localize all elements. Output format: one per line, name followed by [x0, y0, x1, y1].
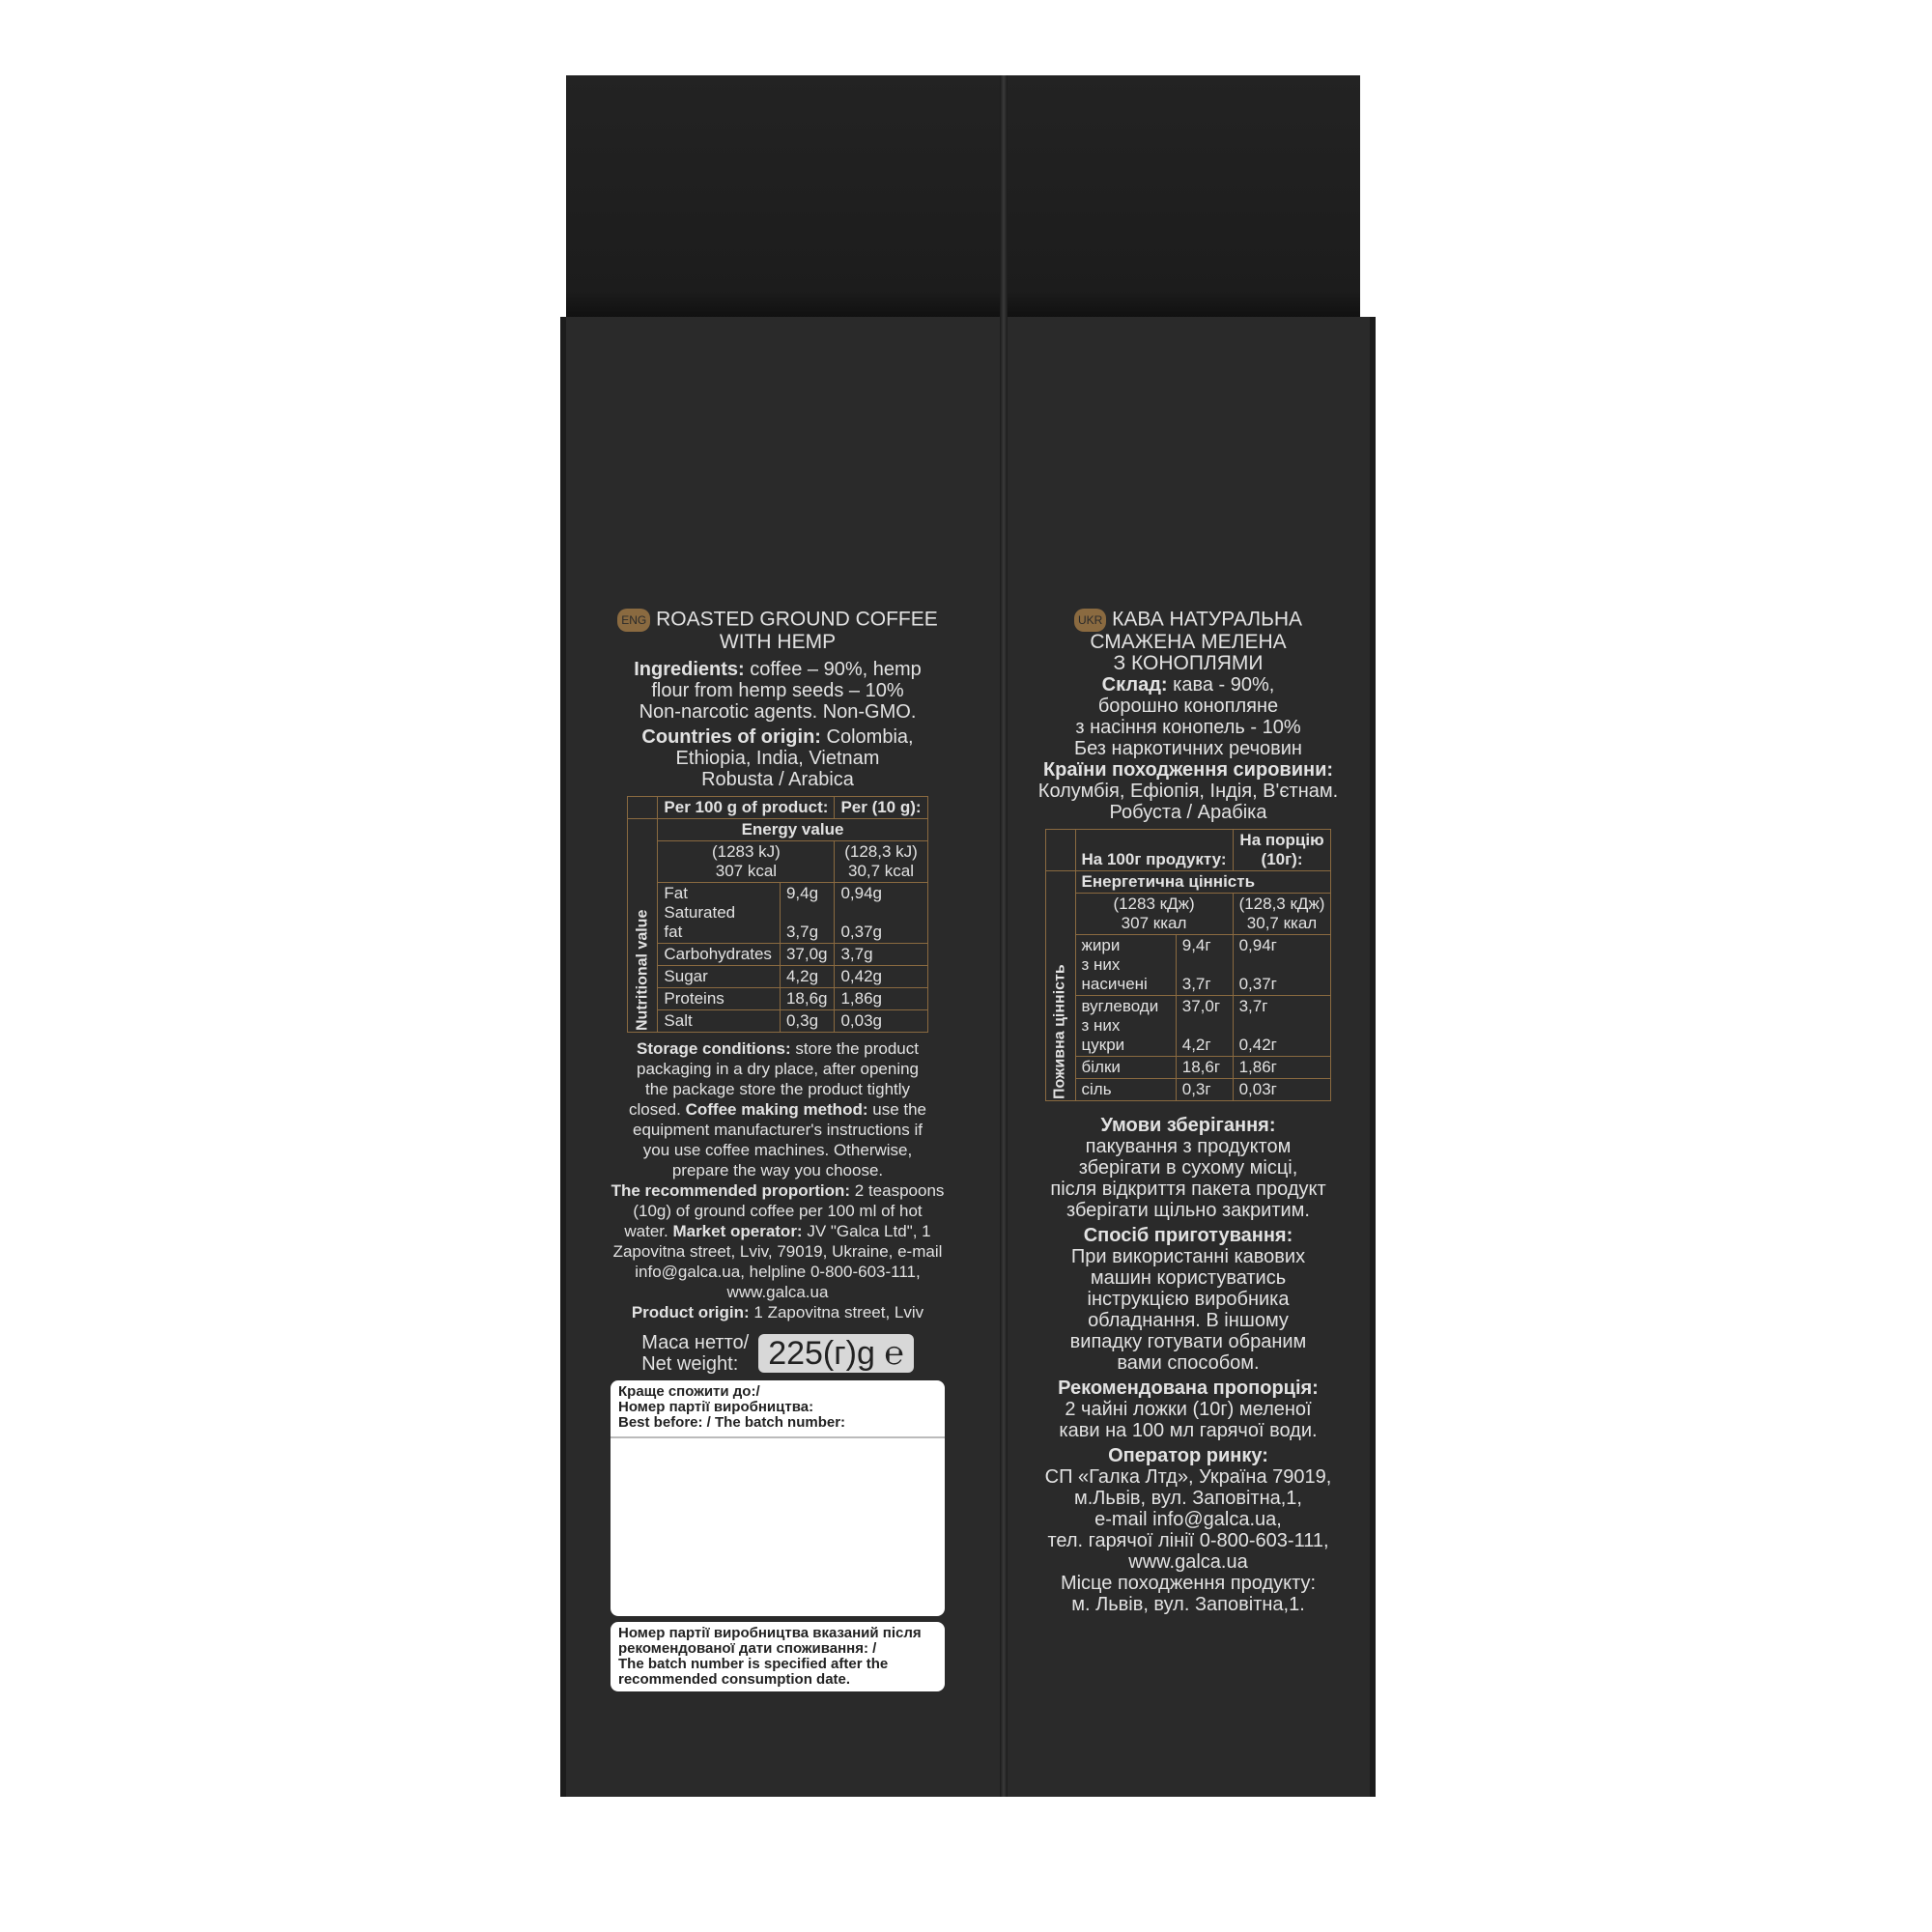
best-before-box: Краще спожити до:/ Номер партії виробництва: Best before: / The batch number:: [611, 1380, 945, 1616]
ukr-countries: Країни походження сировини: Колумбія, Ефіопія, Індія, В'єтнам. Робуста / Арабіка: [1037, 759, 1339, 823]
ukrainian-nutrition-table: На 100г продукту: На порцію (10г): Поживна цінність Енергетична цінність (1283 кДж) 307 ккал (128,3 кДж) 30,7 ккал жири з них насичені 9,4г 3,7г 0,94г 0,37г вуглеводи з них цукри 37,0г 4,2г 3,7г 0,42г білки 18,6г 1,86г сіль 0,3г 0,03г: [1045, 829, 1332, 1101]
batch-number-note: Номер партії виробництва вказаний після рекомендованої дати споживання: / The batch number is specified after the recommended consumption date.: [611, 1622, 945, 1691]
ukr-operator: Оператор ринку: СП «Галка Лтд», Україна 79019, м.Львів, вул. Заповітна,1, e-mail info@galca.ua, тел. гарячої лінії 0-800-603-111, www.galca.ua Місце походження продукту: м. Львів, вул. Заповітна,1.: [1044, 1445, 1332, 1615]
ingredients: Ingredients: coffee – 90%, hemp flour from hemp seeds – 10% Non-narcotic agents. Non-GMO.: [634, 659, 922, 723]
english-title: ENG ROASTED GROUND COFFEE WITH HEMP: [589, 609, 966, 653]
ukr-storage: Умови зберігання: пакування з продуктом зберігати в сухому місці, після відкриття пакета продукт зберігати щільно закритим.: [1050, 1115, 1326, 1221]
ukr-proportion: Рекомендована пропорція: 2 чайні ложки (10г) меленої кави на 100 мл гарячої води.: [1058, 1378, 1319, 1441]
composition: Склад: кава - 90%, борошно коноплянe з насіння конопель - 10% Без наркотичних речовин: [1074, 674, 1302, 759]
countries-of-origin: Countries of origin: Colombia, Ethiopia, India, Vietnam Robusta / Arabica: [641, 726, 914, 790]
english-nutrition-table: Per 100 g of product: Per (10 g): Nutritional value Energy value (1283 kJ) 307 kcal (128,3 kJ) 30,7 kcal Fat Saturated fat 9,4g 3,7g 0,94g 0,37g Carbohydrates 37,0g 3,7g Sugar 4,2g 0,42g Proteins 18,6g 1,86g Salt 0,3g 0,03g: [627, 796, 927, 1033]
eng-badge: ENG: [617, 609, 650, 632]
ukrainian-title: UKR КАВА НАТУРАЛЬНА СМАЖЕНА МЕЛЕНА З КОНОПЛЯМИ: [1024, 609, 1352, 674]
ukrainian-label-column: [1024, 609, 1352, 1615]
net-weight: Маса нетто/ Net weight: 225(г)g ℮: [589, 1332, 966, 1375]
english-label-column: [589, 609, 966, 1697]
ukr-method: Спосіб приготування: При використанні кавових машин користуватись інструкцією виробника обладнання. В іншому випадку готувати обраним вами способом.: [1069, 1225, 1307, 1374]
net-weight-value: 225(г)g ℮: [758, 1334, 914, 1373]
package-left-edge: [560, 317, 566, 1797]
package-right-edge: [1370, 317, 1376, 1797]
storage-and-method: Storage conditions: store the product packaging in a dry place, after opening the package store the product tightly closed. Coffee making method: use the equipment manufacturer's instructions if you use coffee machines. Otherwise, prepare the way you choose. The recommended proportion: 2 teaspoons (10g) of ground coffee per 100 ml of hot water. Market operator: JV "Galca Ltd", 1 Zapovitna street, Lviv, 79019, Ukraine, e-mail info@galca.ua, helpline 0-800-603-111, www.galca.ua Product origin: 1 Zapovitna street, Lviv: [611, 1039, 945, 1321]
estimate-sign-icon: ℮: [884, 1335, 904, 1372]
ukr-badge: UKR: [1074, 609, 1106, 632]
package-seam: [1000, 75, 1008, 1797]
